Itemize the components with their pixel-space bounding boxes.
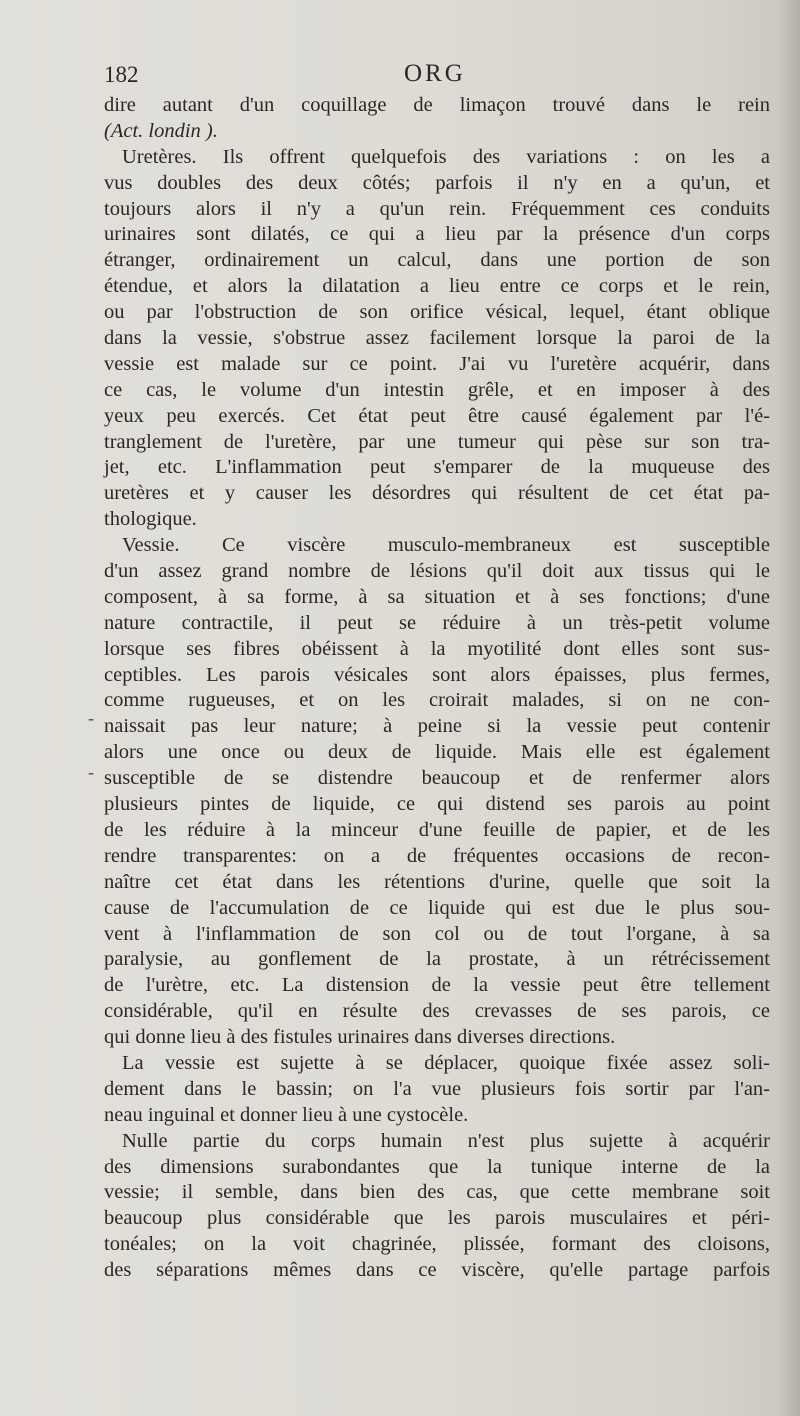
running-head: ORG	[404, 60, 466, 87]
text-line: (Act. londin ).	[104, 119, 218, 142]
text-line: ce cas, le volume d'un intestin grêle, et en imposer à des	[104, 378, 770, 401]
text-line: rendre transparentes: on a de fréquentes occasions de recon-	[104, 844, 770, 867]
text-line: Nulle partie du corps humain n'est plus sujette à acquérir	[122, 1129, 770, 1152]
text-line: cause de l'accumulation de ce liquide qui est due le plus sou-	[104, 896, 770, 919]
text-line: beaucoup plus considérable que les parois musculaires et péri-	[104, 1207, 770, 1230]
text-line: de les réduire à la minceur d'une feuille de papier, et de les	[104, 818, 770, 841]
text-line: dire autant d'un coquillage de limaçon trouvé dans le rein	[104, 94, 770, 116]
text-line: dans la vessie, s'obstrue assez facilement lorsque la paroi de la	[104, 327, 770, 350]
text-line: vessie; il semble, dans bien des cas, que cette membrane soit	[104, 1181, 770, 1204]
text-line: comme rugueuses, et on les croirait malades, si on ne con-	[104, 689, 770, 712]
text-line: plusieurs pintes de liquide, ce qui distend ses parois au point	[104, 793, 770, 816]
text-line: La vessie est sujette à se déplacer, quoique fixée assez soli-	[122, 1051, 770, 1074]
text-line: de l'urètre, etc. La distension de la vessie peut être tellement	[104, 974, 770, 997]
body-text	[104, 93, 770, 1284]
text-line: uretères et y causer les désordres qui résultent de cet état pa-	[104, 482, 770, 505]
text-line: neau inguinal et donner lieu à une cystocèle.	[104, 1103, 469, 1126]
text-line: des séparations mêmes dans ce viscère, qu'elle partage parfois	[104, 1259, 770, 1282]
text-line: tonéales; on la voit chagrinée, plissée, formant des cloisons,	[104, 1233, 770, 1256]
text-line: vus doubles des deux côtés; parfois il n'y en a qu'un, et	[104, 171, 770, 194]
text-line: étranger, ordinairement un calcul, dans une portion de son	[104, 249, 770, 272]
text-line: nature contractile, il peut se réduire à un très-petit volume	[104, 611, 770, 634]
text-line: tranglement de l'uretère, par une tumeur qui pèse sur son tra-	[104, 430, 770, 453]
text-line: susceptible de se distendre beaucoup et de renfermer alors	[104, 767, 770, 790]
text-line: paralysie, au gonflement de la prostate, à un rétrécissement	[104, 948, 770, 971]
text-line: considérable, qu'il en résulte des crevasses de ses parois, ce	[104, 1000, 770, 1023]
text-line: ceptibles. Les parois vésicales sont alors épaisses, plus fermes,	[104, 663, 770, 686]
text-line: naissait pas leur nature; à peine si la vessie peut contenir	[104, 715, 770, 738]
text-line: jet, etc. L'inflammation peut s'emparer de la muqueuse des	[104, 456, 770, 479]
text-line: Vessie. Ce viscère musculo-membraneux est susceptible	[122, 534, 770, 557]
text-line: thologique.	[104, 508, 197, 531]
text-line: ou par l'obstruction de son orifice vésical, lequel, étant oblique	[104, 301, 770, 324]
text-line: naître cet état dans les rétentions d'urine, quelle que soit la	[104, 870, 770, 893]
page-number: 182	[104, 62, 139, 87]
page-header	[104, 60, 764, 96]
text-line: lorsque ses fibres obéissent à la myotilité dont elles sont sus-	[104, 637, 770, 660]
page-gutter-shadow	[778, 0, 800, 1416]
text-line: toujours alors il n'y a qu'un rein. Fréquemment ces conduits	[104, 197, 770, 220]
margin-mark: -	[88, 708, 94, 728]
text-line: vent à l'inflammation de son col ou de tout l'organe, à sa	[104, 922, 770, 945]
text-line: d'un assez grand nombre de lésions qu'il doit aux tissus qui le	[104, 560, 770, 583]
text-line: yeux peu exercés. Cet état peut être causé également par l'é-	[104, 404, 770, 427]
text-line: alors une once ou deux de liquide. Mais elle est également	[104, 741, 770, 764]
text-line: Uretères. Ils offrent quelquefois des variations : on les a	[122, 145, 770, 168]
text-line: composent, à sa forme, à sa situation et à ses fonctions; d'une	[104, 585, 770, 608]
text-line: étendue, et alors la dilatation a lieu entre ce corps et le rein,	[104, 275, 770, 298]
text-line: urinaires sont dilatés, ce qui a lieu par la présence d'un corps	[104, 223, 770, 246]
text-line: qui donne lieu à des fistules urinaires dans diverses directions.	[104, 1026, 616, 1049]
text-line: dement dans le bassin; on l'a vue plusieurs fois sortir par l'an-	[104, 1077, 770, 1100]
text-line: des dimensions surabondantes que la tunique interne de la	[104, 1155, 770, 1178]
margin-mark: -	[88, 762, 94, 782]
text-line: vessie est malade sur ce point. J'ai vu l'uretère acquérir, dans	[104, 352, 770, 375]
